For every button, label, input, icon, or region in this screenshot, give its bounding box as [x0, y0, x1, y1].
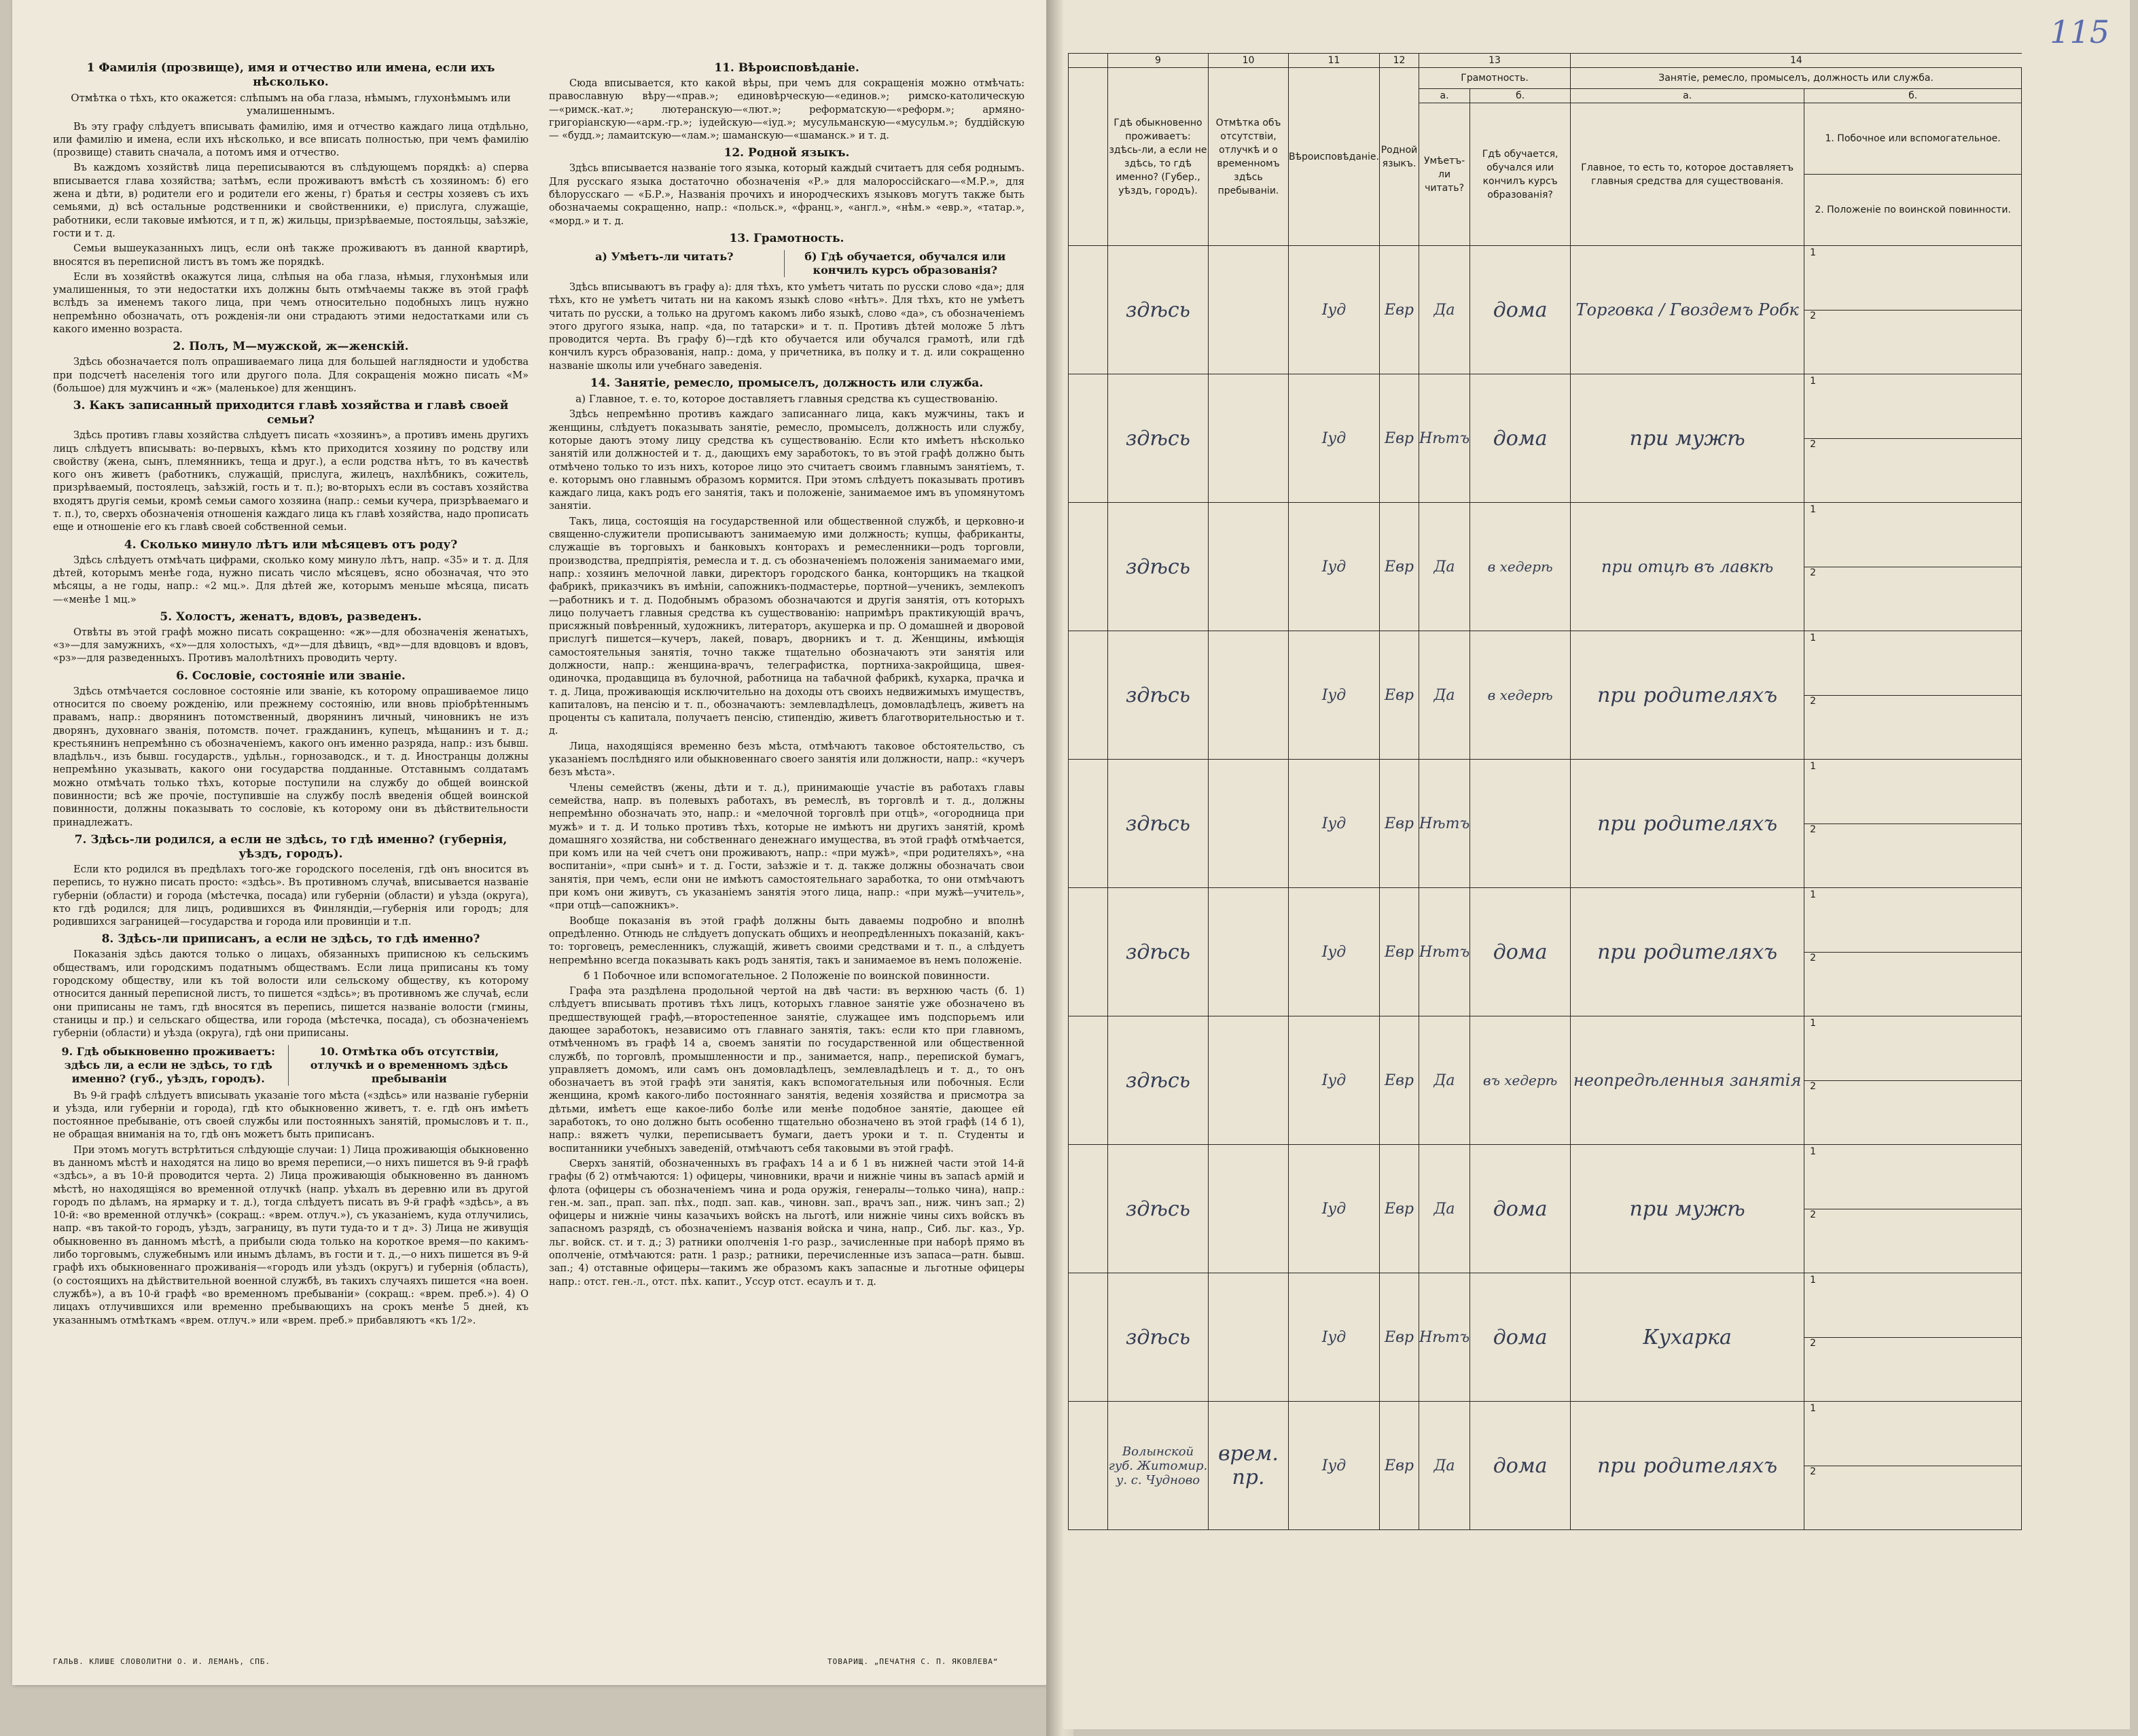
section-heading: 12. Родной языкъ.: [724, 146, 850, 160]
language-cell: Евр: [1380, 374, 1419, 503]
section-heading: 6. Сословіе, состояніе или званіе.: [176, 669, 406, 683]
census-row: [1069, 1402, 2022, 1530]
subrow-2-label: 2: [1810, 1209, 1817, 1220]
residence-cell: здѣсь: [1108, 246, 1209, 374]
section-heading: 3. Какъ записанный приходится главѣ хозяйства и главѣ своей семьи?: [73, 399, 509, 427]
col-num-10: 10: [1209, 54, 1289, 68]
header-religion: Вѣроисповѣданіе.: [1289, 68, 1380, 246]
section-heading: б) Гдѣ обучается, обучался или кончилъ курсъ образованія?: [804, 249, 1006, 277]
language-cell: Евр: [1380, 631, 1419, 760]
main-occupation-cell: Кухарка: [1571, 1273, 1804, 1402]
residence-cell: здѣсь: [1108, 631, 1209, 760]
can-read-cell: Да: [1419, 1145, 1470, 1273]
subrow-1-label: 1: [1804, 247, 2021, 311]
instruction-paragraph: Если кто родился въ предѣлахъ того-же городского поселенія, гдѣ онъ вносится въ перепись, то нужно писать просто: «здѣсь». Въ противномъ случаѣ, вписывается названіе губерніи (области) и города (мѣстечка, посада) или губерніи (области) и уѣзда (округа), кто гдѣ родился; для лицъ, родившихся въ Финляндіи,—губернія или городъ; для родившихся заграницей—государства и города или провинціи и т.п.: [53, 864, 529, 928]
header-literacy-a-letter: а.: [1419, 89, 1470, 103]
can-read-cell: Нѣтъ: [1419, 760, 1470, 888]
section-heading: 2. Полъ, М—мужской, ж—женскій.: [173, 340, 409, 354]
instruction-paragraph: Здѣсь слѣдуетъ отмѣчать цифрами, сколько кому минуло лѣтъ, напр. «35» и т. д. Для дѣтей, которымъ менѣе года, нужно писать число мѣсяцевъ, ясно обозначая, что это мѣсяцы, а не годы, напр.: «2 мц.». Для дѣтей же, которымъ меньше мѣсяца, писать—«менѣе 1 мц.»: [53, 554, 529, 605]
census-row: [1069, 374, 2022, 503]
section-heading: 13. Грамотность.: [729, 231, 844, 245]
printer-imprint-right: ТОВАРИЩ. „ПЕЧАТНЯ С. П. ЯКОВЛЕВА“: [827, 1657, 999, 1666]
language-cell: Евр: [1380, 760, 1419, 888]
absence-cell: [1209, 1273, 1289, 1402]
instruction-paragraph: Отвѣты въ этой графѣ можно писать сокращенно: «ж»—для обозначенія женатыхъ, «з»—для замужнихъ, «х»—для холостыхъ, «д»—для дѣвицъ, «вд»—для вдовцовъ и вдовъ, «рз»—для разведенныхъ. Противъ малолѣтнихъ проводить черту.: [53, 626, 529, 665]
census-row: [1069, 888, 2022, 1016]
religion-cell: Іуд: [1289, 1402, 1380, 1530]
instruction-paragraph: Здѣсь вписываютъ въ графу а): для тѣхъ, кто умѣетъ читать по русски слово «да»; для тѣхъ, кто не умѣетъ читать ни на какомъ языкѣ слово «нѣтъ». Для тѣхъ, кто не умѣетъ читать по русски, а только на другомъ какомъ либо языкѣ, слово «да», съ обозначеніемъ этого другого языка, напр. «да, по татарски» и т. п. Противъ дѣтей моложе 5 лѣтъ проводится черта. Въ графу б)—гдѣ кто обучается или обучался грамотѣ, или гдѣ кончилъ курсъ образованія, напр.: дома, у причетника, въ полку и т. д. или сокращенно названіе школы или учебнаго заведенія.: [549, 281, 1025, 372]
header-occupation-b-letter: б.: [1804, 89, 2022, 103]
religion-cell: Іуд: [1289, 888, 1380, 1016]
language-cell: Евр: [1380, 1402, 1419, 1530]
main-occupation-cell: при родителяхъ: [1571, 888, 1804, 1016]
education-cell: дома: [1470, 1402, 1571, 1530]
absence-cell: [1209, 631, 1289, 760]
instruction-paragraph: При этомъ могутъ встрѣтиться слѣдующіе случаи: 1) Лица проживающія обыкновенно въ данномъ мѣстѣ и находятся на лицо во время переписи,—о нихъ пишется въ 9-й графѣ «здѣсь», а въ 10-й проводится черта. 2) Лица проживающія обыкновенно въ данномъ мѣстѣ, но находящіяся во временной отлучкѣ (напр. уѣхалъ въ деревню или въ другой городъ по дѣламъ, на ярмарку и т. д.), тогда слѣдуетъ писать въ 9-й графѣ «здѣсь», а въ 10-й: «во временной отлучкѣ» (сокращ.: «врем. отлуч.»), съ указаніемъ, куда отлучились, напр. «въ такой-то городъ, уѣздъ, заграницу, въ пути туда-то и т д». 3) Лица не живущія обыкновенно въ данномъ мѣстѣ, а прибыли сюда только на короткое время—по какимъ-либо торговымъ, служебнымъ или инымъ дѣламъ, въ гости и т. д.,—о нихъ пишется въ 9-й графѣ ихъ обыкновеннаго проживанія—«городъ или уѣздъ (округъ) и губернія (область), (о состоящихъ на дѣйствительной военной службѣ, въ такихъ случаяхъ пишется «на воен. службѣ»), а въ 10-й графѣ «во временномъ пребываніи» (сокращ.: «врем. преб.»). 4) О лицахъ отлучившихся или временно пребывающихъ на срокъ менѣе 5 дней, къ указаннымъ отмѣткамъ «врем. отлуч.» или «врем. преб.» прибавляютъ «къ 1/2».: [53, 1144, 529, 1326]
col-num-9: 9: [1108, 54, 1209, 68]
residence-cell: здѣсь: [1108, 1273, 1209, 1402]
header-literacy: Грамотность.: [1419, 68, 1571, 89]
can-read-cell: Да: [1419, 1402, 1470, 1530]
margin-cell: [1069, 631, 1108, 760]
instruction-paragraph: Сюда вписывается, кто какой вѣры, при чемъ для сокращенія можно отмѣчать: православную вѣру—«прав.»; единовѣрческую—«единов.»; римско-католическую—«римск.-кат.»; лютеранскую—«лют.»; реформатскую—«реформ.»; армяно-григоріанскую—«арм.-гр.»; іудейскую—«іуд.»; мусульманскую—«мусульм.»; буддійскую — «будд.»; ламаитскую—«лам.»; шаманскую—«шаманск.» и т. д.: [549, 78, 1025, 142]
margin-cell: [1069, 888, 1108, 1016]
subrow-2-label: 2: [1810, 1466, 1817, 1477]
section-heading: 14. Занятіе, ремесло, промыселъ, должность или служба.: [590, 376, 984, 391]
instruction-paragraph: Здѣсь вписывается названіе того языка, который каждый считаетъ для себя роднымъ. Для русскаго языка достаточно обозначенія «Р.» для малороссійскаго—«М.Р.», для бѣлорусскаго — «Б.Р.», Названія прочихъ и инородческихъ языковъ могутъ также быть обозначаемы сокращенно, напр.: «польск.», «франц.», «англ.», «нѣм.» «евр.», «татар.», «морд.» и т. д.: [549, 163, 1025, 227]
religion-cell: Іуд: [1289, 631, 1380, 760]
can-read-cell: Нѣтъ: [1419, 374, 1470, 503]
main-occupation-cell: при мужѣ: [1571, 374, 1804, 503]
residence-cell: Волынской губ. Житомир. у. с. Чудново: [1108, 1402, 1209, 1530]
header-language: Родной языкъ.: [1380, 68, 1419, 246]
instruction-paragraph: Показанія здѣсь даются только о лицахъ, обязанныхъ приписною къ сельскимъ обществамъ, или городскимъ податнымъ обществамъ. Если лица приписаны къ тому городскому обществу, или къ той волости или сельскому обществу, къ которому относится данный переписной листъ, то пишется «здѣсь»; въ противномъ же случаѣ, если они приписаны не тамъ, гдѣ вносятся въ перепись, пишется названіе волости (гмины, станицы и пр.) и сельскаго общества, или города (мѣстечка, посада), съ обозначеніемъ губерніи (области) и уѣзда (округа), гдѣ они приписаны.: [53, 949, 529, 1040]
absence-cell: [1209, 1145, 1289, 1273]
section-heading: 8. Здѣсь-ли приписанъ, а если не здѣсь, то гдѣ именно?: [101, 932, 480, 946]
language-cell: Евр: [1380, 1016, 1419, 1145]
census-row: [1069, 1273, 2022, 1402]
education-cell: дома: [1470, 246, 1571, 374]
religion-cell: Іуд: [1289, 1016, 1380, 1145]
residence-cell: здѣсь: [1108, 760, 1209, 888]
main-occupation-cell: неопредѣленныя занятія: [1571, 1016, 1804, 1145]
header-education: Гдѣ обучается, обучался или кончилъ курсъ образованія?: [1470, 103, 1571, 246]
instruction-paragraph: Сверхъ занятій, обозначенныхъ въ графахъ 14 а и б 1 въ нижней части этой 14-й графы (б 2) отмѣчаются: 1) офицеры, чиновники, врачи и нижніе чины въ запасѣ армій и флота (офицеры съ обозначеніемъ чина и рода оружія, генералы—только чина), напр.: ген.-м. зап., прап. зап. пѣх., подп. зап. кав., чиновн. зап., врачъ зап., ниж. чинъ зап.; 2) офицеры и нижніе чины казачьихъ войскъ на льготѣ, или нижніе чины сихъ войскъ въ запасномъ разрядѣ, съ обозначеніемъ названія войска и чина, напр., Сиб. льг. каз., Ур. льг. войск. ст. и т. д.; 3) ратники ополченія 1-го разр., зачисленные при наборѣ прямо въ ополченіе, отмѣчаются: ратн. 1 разр.; ратники, перечисленные изъ запаса—ратн. бывш. зап.; 4) отставные офицеры—такимъ же образомъ какъ запасные и льготные офицеры напр.: отст. ген.-л., отст. пѣх. капит., Уссур отст. есаулъ и т. д.: [549, 1158, 1025, 1288]
education-cell: дома: [1470, 1145, 1571, 1273]
education-cell: [1470, 760, 1571, 888]
subrow-1-label: 1: [1804, 761, 2021, 824]
census-table: [1068, 53, 2022, 1530]
can-read-cell: Да: [1419, 1016, 1470, 1145]
subrow-1-label: 1: [1804, 1403, 2021, 1466]
education-cell: дома: [1470, 1273, 1571, 1402]
instructions-page: [12, 0, 1062, 1685]
subrow-2-label: 2: [1810, 1080, 1817, 1092]
education-cell: в хедерѣ: [1470, 503, 1571, 631]
instruction-paragraph: Такъ, лица, состоящія на государственной или общественной службѣ, и церковно-и священно-служители прописываютъ занимаемую ими должность; купцы, фабриканты, служащіе въ торговыхъ и банковыхъ конторахъ и ремесленники—родъ торговли, производства, предпріятія, ремесла и т. д. съ обозначеніемъ положенія занимаемаго ими, напр.: хозяинъ мелочной лавки, директоръ городского банка, конторщикъ на ткацкой фабрикѣ, приказчикъ въ имѣніи, сапожникъ-подмастерье, портной—ученикъ, землекопъ—работникъ и т. д. Подобнымъ образомъ обозначаются и другія занятія, отъ которыхъ лицо получаетъ главныя средства къ существованію: напримѣръ практикующій врачъ, присяжный повѣренный, художникъ, литераторъ, акушерка и пр. О домашней и дворовой прислугѣ пишется—кучеръ, лакей, поваръ, дворникъ и т. д. Женщины, имѣющія самостоятельныя занятія, точно также тщательно обозначаютъ эти занятія или должности, напр.: женщина-врачъ, телеграфистка, портниха-закройщица, швея-одиночка, продавщица въ булочной, работница на табачной фабрикѣ, кухарка, прачка и т. д. Лица, проживающія исключительно на доходы отъ своихъ недвижимыхъ имуществъ, капиталовъ, на пенсію и т. п., обозначаютъ: землевладѣлецъ, домовладѣлецъ, живетъ на проценты съ капитала, получаетъ пенсію, стипендію, живетъ благотворительностью и т. д.: [549, 516, 1025, 737]
absence-cell: [1209, 1016, 1289, 1145]
subrow-1-label: 1: [1804, 633, 2021, 696]
language-cell: Евр: [1380, 503, 1419, 631]
can-read-cell: Да: [1419, 246, 1470, 374]
can-read-cell: Да: [1419, 631, 1470, 760]
language-cell: Евр: [1380, 888, 1419, 1016]
instruction-paragraph: Въ эту графу слѣдуетъ вписывать фамилію, имя и отчество каждаго лица отдѣльно, или фамилію и имена, если ихъ нѣсколько, и все вписать полностью, при чемъ фамилію (прозвище) ставить сначала, а потомъ имя и отчество.: [53, 121, 529, 159]
subrow-2-label: 2: [1810, 567, 1817, 578]
subrow-2-label: 2: [1810, 952, 1817, 963]
religion-cell: Іуд: [1289, 1273, 1380, 1402]
census-row: [1069, 503, 2022, 631]
section-heading: а) Умѣетъ-ли читать?: [549, 250, 785, 277]
header-residence: Гдѣ обыкновенно проживаетъ: здѣсь-ли, а если не здѣсь, то гдѣ именно? (Губер., уѣздъ, городъ).: [1108, 68, 1209, 246]
subrow-1-label: 1: [1804, 1275, 2021, 1338]
margin-cell: [1069, 1016, 1108, 1145]
instruction-paragraph: Здѣсь противъ главы хозяйства слѣдуетъ писать «хозяинъ», а противъ имень другихъ лицъ слѣдуетъ вписывать: во-первыхъ, кѣмъ кто приходится хозяину по родству или свойству (жена, сынъ, племянникъ, теща и друг.), а если родства нѣтъ, то въ качествѣ кого онъ живетъ (работникъ, служащій, прислуга, жилецъ, нахлѣбникъ, сожитель, призрѣваемый, постоялецъ, заѣзжій, гость и т. п.); во-вторыхъ если въ составъ хозяйства входятъ другія семьи, кромѣ семьи самого хозяина (напр.: семьи кучера, призрѣваемаго и т. п.), то, сверхъ обозначенія отношенія каждаго лица къ главѣ хозяйства, надо прописать еще и отношеніе его къ главѣ своей собственной семьи.: [53, 430, 529, 533]
language-cell: Евр: [1380, 1145, 1419, 1273]
census-row: [1069, 1145, 2022, 1273]
absence-cell: [1209, 246, 1289, 374]
residence-cell: здѣсь: [1108, 1145, 1209, 1273]
language-cell: Евр: [1380, 1273, 1419, 1402]
instruction-paragraph: Здѣсь непремѣнно противъ каждаго записаннаго лица, какъ мужчины, такъ и женщины, слѣдуетъ показывать занятіе, ремесло, промыселъ, должность или службу, которые даютъ этому лицу средства къ существованію. Если кто имѣетъ нѣсколько занятій или должностей и т. д., дающихъ ему заработокъ, то въ этой графѣ должно быть отмѣчено только то изъ нихъ, которое лицо это считаетъ своимъ главнымъ занятіемъ, т. е. которымъ оно главнымъ образомъ кормится. При этомъ слѣдуетъ показывать противъ каждаго лица, какъ родъ его занятія, такъ и положеніе, занимаемое имъ въ упомянутомъ занятіи.: [549, 409, 1025, 512]
residence-cell: здѣсь: [1108, 503, 1209, 631]
section-heading: 11. Вѣроисповѣданіе.: [714, 61, 859, 75]
can-read-cell: Нѣтъ: [1419, 1273, 1470, 1402]
margin-cell: [1069, 503, 1108, 631]
subrow-1-label: 1: [1804, 504, 2021, 567]
main-occupation-cell: при отцѣ въ лавкѣ: [1571, 503, 1804, 631]
main-occupation-cell: Торговка / Гвоздемъ Робк: [1571, 246, 1804, 374]
subrow-1-label: 1: [1804, 1018, 2021, 1081]
subrow-1-label: 1: [1804, 376, 2021, 439]
page-number: 115: [2050, 14, 2109, 50]
subrow-2-label: 2: [1810, 695, 1817, 707]
instruction-paragraph: Если въ хозяйствѣ окажутся лица, слѣпыя на оба глаза, нѣмыя, глухонѣмыя или умалишенныя, то эти недостатки ихъ должны быть отмѣчаемы также въ этой графѣ вслѣдъ за именемъ такого лица, при чемъ относительно подобныхъ лицъ нужно непремѣнно обозначать, отъ рожденія-ли они страдаютъ этими недостатками или съ какого именно возраста.: [53, 271, 529, 336]
absence-cell: [1209, 503, 1289, 631]
residence-cell: здѣсь: [1108, 1016, 1209, 1145]
margin-cell: [1069, 1402, 1108, 1530]
subrow-1-label: 1: [1804, 1146, 2021, 1209]
margin-cell: [1069, 760, 1108, 888]
census-row: [1069, 631, 2022, 760]
instruction-paragraph: Лица, находящіяся временно безъ мѣста, отмѣчаютъ таковое обстоятельство, съ указаніемъ послѣдняго или обыкновеннаго своего занятія или должности, напр.: «кучеръ безъ мѣста».: [549, 741, 1025, 779]
header-military-status: 2. Положеніе по воинской повинности.: [1815, 205, 2011, 215]
header-occupation-a-letter: а.: [1571, 89, 1804, 103]
instructions-column-2: [549, 58, 1025, 1614]
main-occupation-cell: при мужѣ: [1571, 1145, 1804, 1273]
education-cell: въ хедерѣ: [1470, 1016, 1571, 1145]
instruction-paragraph: Здѣсь отмѣчается сословное состояніе или званіе, къ которому опрашиваемое лицо относится по своему рожденію, или прежнему состоянію, или вновь пріобрѣтеннымъ правамъ, напр.: дворянинъ потомственный, дворянинъ личный, чиновникъ не изъ дворянъ, духовнаго званія, потомств. почет. гражданинъ, купецъ, мѣщанинъ и т. д.; крестьянинъ непремѣнно съ обозначеніемъ, какого онъ именно разряда, напр.: изъ бывш. владѣльч., изъ бывш. государств., удѣльн., горнозаводск., и т. д. Иностранцы должны непремѣнно указывать, какого они государства подданные. Отставнымъ солдатамъ можно отмѣчать только тѣхъ, которые поступили на службу до общей воинской повинности; всѣ же прочіе, поступившіе на службу послѣ введенія общей воинской повинности, должны показывать то сословіе, къ которому они въ дѣйствительности принадлежатъ.: [53, 686, 529, 828]
header-occupation: Занятіе, ремесло, промыселъ, должность или служба.: [1571, 68, 2022, 89]
subrow-2-label: 2: [1810, 823, 1817, 835]
margin-cell: [1069, 374, 1108, 503]
religion-cell: Іуд: [1289, 374, 1380, 503]
header-literacy-b-letter: б.: [1470, 89, 1571, 103]
absence-cell: [1209, 374, 1289, 503]
section-heading: 7. Здѣсь-ли родился, а если не здѣсь, то гдѣ именно? (губернія, уѣздъ, городъ).: [74, 832, 507, 861]
main-occupation-cell: при родителяхъ: [1571, 760, 1804, 888]
col-num-12: 12: [1380, 54, 1419, 68]
section-subheading: б 1 Побочное или вспомогательное. 2 Положеніе по воинской повинности.: [584, 969, 990, 982]
instruction-paragraph: Члены семействъ (жены, дѣти и т. д.), принимающіе участіе въ работахъ главы семейства, напр. въ полевыхъ работахъ, въ ремеслѣ, въ торговлѣ и т. д., должны непремѣнно обозначать это, напр.: и «мелочной торговлѣ при отцѣ», «огородница при мужѣ» и т. д. И только противъ тѣхъ, которые не имѣютъ ни другихъ занятій, кромѣ домашняго хозяйства, ни собственнаго денежнаго имущества, въ этой графѣ отмѣчается, при комъ или на чей счетъ они проживаютъ, напр.: «при мужѣ», «при родителяхъ», «на воспитаніи», «при сынѣ» и т. д. Гости, заѣзжіе и т. д. также должны обозначать свои занятія, при чемъ, если они не имѣютъ самостоятельнаго заработка, то они отмѣчаютъ при комъ они живутъ, съ указаніемъ занятія этого лица, напр.: «при мужѣ—учитель», «при отцѣ—сапожникъ».: [549, 782, 1025, 912]
col-num-11: 11: [1289, 54, 1380, 68]
census-row: [1069, 760, 2022, 888]
section-heading: 4. Сколько минуло лѣтъ или мѣсяцевъ отъ роду?: [124, 537, 458, 552]
subrow-2-label: 2: [1810, 1337, 1817, 1349]
margin-cell: [1069, 1273, 1108, 1402]
census-row: [1069, 1016, 2022, 1145]
header-secondary-occupation: 1. Побочное или вспомогательное.: [1804, 103, 2021, 175]
religion-cell: Іуд: [1289, 760, 1380, 888]
section-heading: 1 Фамилія (прозвище), имя и отчество или имена, если ихъ нѣсколько.: [86, 61, 495, 89]
subrow-2-label: 2: [1810, 310, 1817, 321]
instruction-paragraph: Семьи вышеуказанныхъ лицъ, если онѣ также проживаютъ въ данной квартирѣ, вносятся въ переписной листъ въ томъ же порядкѣ.: [53, 243, 529, 268]
col-num-13: 13: [1419, 54, 1571, 68]
instruction-paragraph: Вообще показанія въ этой графѣ должны быть даваемы подробно и вполнѣ опредѣленно. Отнюдь не слѣдуетъ допускать общихъ и неопредѣленныхъ показаній, какъ-то: торговецъ, ремесленникъ, служащій, живетъ своими средствами и т. п., а слѣдуетъ непремѣнно всегда показывать какъ родъ занятія, такъ и занимаемое въ немъ положеніе.: [549, 915, 1025, 966]
education-cell: дома: [1470, 374, 1571, 503]
header-can-read: Умѣетъ-ли читать?: [1419, 103, 1470, 246]
census-row: [1069, 246, 2022, 374]
religion-cell: Іуд: [1289, 503, 1380, 631]
margin-cell: [1069, 246, 1108, 374]
instruction-paragraph: Въ 9-й графѣ слѣдуетъ вписывать указаніе того мѣста («здѣсь» или названіе губерніи и уѣзда, или губерніи и города), гдѣ кто обыкновенно живетъ, т. е. гдѣ онъ имѣетъ постоянное пребываніе, отъ своей службы или постоянныхъ занятій, промысловъ и т. п., не обращая вниманія на то, гдѣ онъ можетъ быть приписанъ.: [53, 1090, 529, 1141]
can-read-cell: Да: [1419, 503, 1470, 631]
instruction-paragraph: Графа эта раздѣлена продольной чертой на двѣ части: въ верхнюю часть (б. 1) слѣдуетъ вписывать противъ тѣхъ лицъ, которыхъ главное занятіе уже обозначено въ предшествующей графѣ,—второстепенное занятіе, служащее имъ подспорьемъ или дающее заработокъ, независимо отъ главнаго занятія, такъ: если кто при главномъ, отмѣченномъ въ графѣ 14 а, своемъ занятіи по государственной или общественной службѣ, по торговлѣ, промышленности и пр., занимается, напр., перепиской бумагъ, управляетъ домомъ, или самъ онъ домовладѣлецъ, землевладѣлецъ и т. д., то онъ обозначаетъ въ этой графѣ эти занятія, какъ вспомогательныя или побочныя. Если женщина, кромѣ какого-либо постояннаго занятія, веденія хозяйства и присмотра за дѣтьми, имѣетъ еще какое-либо болѣе или менѣе подобное занятіе, дающее ей заработокъ, то оно должно быть особенно тщательно обозначено въ этой графѣ (14 б 1), напр.: вяжетъ чулки, переписываетъ бумаги, даетъ уроки и т. п. Студенты и воспитанники учебныхъ заведеній, отмѣчаютъ себя таковыми въ этой графѣ.: [549, 986, 1025, 1154]
religion-cell: Іуд: [1289, 1145, 1380, 1273]
absence-cell: [1209, 888, 1289, 1016]
absence-cell: [1209, 760, 1289, 888]
language-cell: Евр: [1380, 246, 1419, 374]
residence-cell: здѣсь: [1108, 888, 1209, 1016]
section-heading: 5. Холостъ, женатъ, вдовъ, разведенъ.: [160, 609, 422, 624]
col-num-14: 14: [1571, 54, 2022, 68]
two-column-heading: [53, 1045, 529, 1086]
section-heading: 10. Отмѣтка объ отсутствіи, отлучкѣ и о временномъ здѣсь пребываніи: [310, 1044, 508, 1085]
subrow-2-label: 2: [1810, 438, 1817, 450]
main-occupation-cell: при родителяхъ: [1571, 631, 1804, 760]
subrow-1-label: 1: [1804, 889, 2021, 953]
printer-imprint-left: ГАЛЬВ. КЛИШЕ СЛОВОЛИТНИ О. И. ЛЕМАНЪ, СПБ.: [53, 1657, 271, 1666]
margin-cell: [1069, 1145, 1108, 1273]
instruction-paragraph: Въ каждомъ хозяйствѣ лица переписываются въ слѣдующемъ порядкѣ: а) сперва вписывается глава хозяйства; затѣмъ, если проживаютъ вмѣстѣ съ хозяиномъ: б) его жена и дѣти, в) родители его и родители его жены, г) братья и сестры хозяевъ съ ихъ семьями, д) всѣ остальные родственники и свойственники, е) прислуга, служащіе, работники, если таковые имѣются, и т п, ж) жильцы, призрѣваемые, постояльцы, заѣзжіе, гости и т. д.: [53, 162, 529, 239]
residence-cell: здѣсь: [1108, 374, 1209, 503]
can-read-cell: Нѣтъ: [1419, 888, 1470, 1016]
education-cell: в хедерѣ: [1470, 631, 1571, 760]
instruction-paragraph: Здѣсь обозначается полъ опрашиваемаго лица для большей наглядности и удобства при подсчетѣ населенія того или другого пола. Для сокращенія можно писать «М» (большое) для мужчинъ и «ж» (маленькое) для женщинъ.: [53, 357, 529, 394]
education-cell: дома: [1470, 888, 1571, 1016]
main-occupation-cell: при родителяхъ: [1571, 1402, 1804, 1530]
header-main-occupation: Главное, то есть то, которое доставляетъ главныя средства для существованія.: [1571, 103, 1804, 246]
header-absence: Отмѣтка объ отсутствіи, отлучкѣ и о временномъ здѣсь пребываніи.: [1209, 68, 1289, 246]
section-subheading: Отмѣтка о тѣхъ, кто окажется: слѣпымъ на оба глаза, нѣмымъ, глухонѣмымъ или умалишеннымъ.: [71, 92, 511, 118]
instructions-column-1: [53, 58, 529, 1614]
section-subheading: а) Главное, т. е. то, которое доставляетъ главныя средства къ существованію.: [575, 393, 998, 406]
religion-cell: Іуд: [1289, 246, 1380, 374]
absence-cell: врем. пр.: [1209, 1402, 1289, 1530]
margin-col: [1069, 54, 1108, 68]
two-column-heading: [549, 250, 1025, 277]
section-heading: 9. Гдѣ обыкновенно проживаетъ: здѣсь ли, а если не здѣсь, то гдѣ именно? (губ., уѣздъ, городъ).: [53, 1045, 289, 1086]
